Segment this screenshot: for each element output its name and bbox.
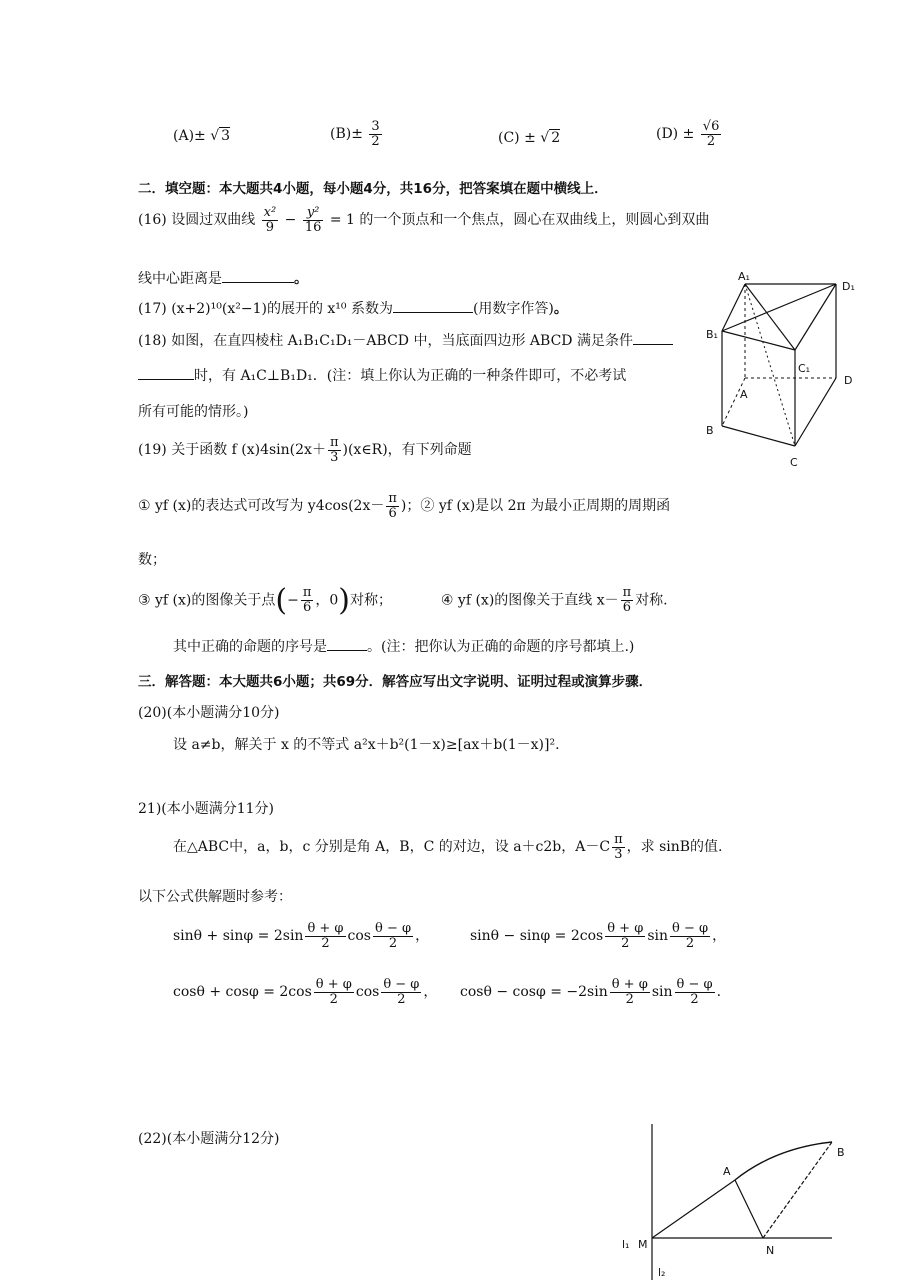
q19-answer: 其中正确的命题的序号是 。(注：把你认为正确的命题的序号都填上.) bbox=[173, 636, 634, 656]
label-c: C bbox=[790, 456, 798, 469]
q18-line2: 时，有 A₁C⊥B₁D₁．(注：填上你认为正确的一种条件即可，不必考试 bbox=[138, 365, 626, 385]
option-a: (A)± √ 3 bbox=[173, 128, 231, 144]
formula-1: sinθ + sinφ = 2sin $\frac{\theta + \varphi}{2}$ cos $\frac{\theta - \varphi}{2}$ ， bbox=[173, 921, 430, 951]
fig2-label-l2: l₂ bbox=[658, 1266, 666, 1279]
q19-line1: (19) 关于函数 f (x)4sin(2x＋ $\frac{\pi}{3}$ )(x∈R)，有下列命题 bbox=[138, 435, 472, 465]
q19-item1-cont: 数； bbox=[138, 552, 166, 568]
section3-heading: 三．解答题：本大题共6小题；共69分．解答应写出文字说明、证明过程或演算步骤． bbox=[138, 674, 653, 690]
q17-line: (17) (x+2)¹⁰(x²−1)的展开的 x¹⁰ 系数为 (用数字作答)。 bbox=[138, 298, 568, 318]
q18-line3: 所有可能的情形。) bbox=[138, 404, 249, 420]
road-figure bbox=[610, 1120, 860, 1280]
fig2-label-l1: l₁ bbox=[622, 1238, 630, 1251]
section2-heading: 二．填空题：本大题共4小题，每小题4分，共16分，把答案填在题中横线上． bbox=[138, 181, 608, 197]
prism-figure bbox=[700, 268, 870, 476]
q16-answer-blank[interactable] bbox=[222, 268, 294, 283]
label-b1: B₁ bbox=[706, 328, 718, 341]
option-d: (D) ± $\frac{√6}{2}$ bbox=[656, 119, 720, 149]
q19-item1: ① yf (x)的表达式可改写为 y4cos(2x－ $\frac{\pi}{6}$ )；② yf (x)是以 2π 为最小正周期的周期函 bbox=[138, 491, 671, 521]
fig2-label-a: A bbox=[723, 1165, 731, 1178]
formula-2: sinθ − sinφ = 2cos $\frac{\theta + \varphi}{2}$ sin $\frac{\theta - \varphi}{2}$ ， bbox=[470, 921, 727, 951]
fig2-label-m: M bbox=[638, 1238, 648, 1251]
q18-answer-blank-1[interactable] bbox=[633, 330, 673, 345]
q16-line2: 线中心距离是 。 bbox=[138, 268, 308, 288]
option-b: (B)± $\frac{3}{2}$ bbox=[330, 119, 380, 149]
fig2-label-n: N bbox=[766, 1244, 775, 1257]
q22-title: (22)(本小题满分12分) bbox=[138, 1131, 280, 1147]
label-a1: A₁ bbox=[738, 270, 750, 283]
fig2-label-b: B bbox=[837, 1146, 845, 1159]
label-d: D bbox=[844, 374, 853, 387]
label-d1: D₁ bbox=[842, 280, 855, 293]
label-a: A bbox=[740, 388, 748, 401]
q21-body: 在△ABC中，a，b，c 分别是角 A，B，C 的对边，设 a＋c2b，A－C $\frac{\pi}{3}$ ，求 sinB的值. bbox=[173, 832, 723, 862]
q17-answer-blank[interactable] bbox=[393, 298, 473, 313]
option-c: (C) ± √ 2 bbox=[498, 130, 561, 146]
label-c1: C₁ bbox=[798, 362, 811, 375]
q20-body: 设 a≠b，解关于 x 的不等式 a²x＋b²(1－x)≥[ax＋b(1－x)]². bbox=[173, 737, 560, 753]
q18-line1: (18) 如图，在直四棱柱 A₁B₁C₁D₁－ABCD 中，当底面四边形 ABCD 满足条件 bbox=[138, 330, 673, 350]
q21-title: 21)(本小题满分11分) bbox=[138, 801, 275, 817]
label-b: B bbox=[706, 424, 714, 437]
q19-item3-item4: ③ yf (x)的图像关于点(− $\frac{\pi}{6}$ ，0)对称； ④ yf (x)的图像关于直线 x－ $\frac{\pi}{6}$ 对称. bbox=[138, 583, 668, 618]
q19-answer-blank[interactable] bbox=[327, 636, 367, 651]
q20-title: (20)(本小题满分10分) bbox=[138, 705, 280, 721]
q18-answer-blank-2[interactable] bbox=[138, 365, 194, 380]
q21-reference: 以下公式供解题时参考： bbox=[138, 889, 292, 905]
formula-3: cosθ + cosφ = 2cos $\frac{\theta + \varphi}{2}$ cos $\frac{\theta - \varphi}{2}$ ， bbox=[173, 977, 438, 1007]
q16-line1: (16) 设圆过双曲线 $\frac{\text{x²}}{9}$ − $\frac{\text{y²}}{16}$ = 1 的一个顶点和一个焦点，圆心在双曲线上，则圆心到双曲 bbox=[138, 205, 710, 235]
formula-4: cosθ − cosφ = −2sin $\frac{\theta + \varphi}{2}$ sin $\frac{\theta - \varphi}{2}$ . bbox=[460, 977, 722, 1007]
